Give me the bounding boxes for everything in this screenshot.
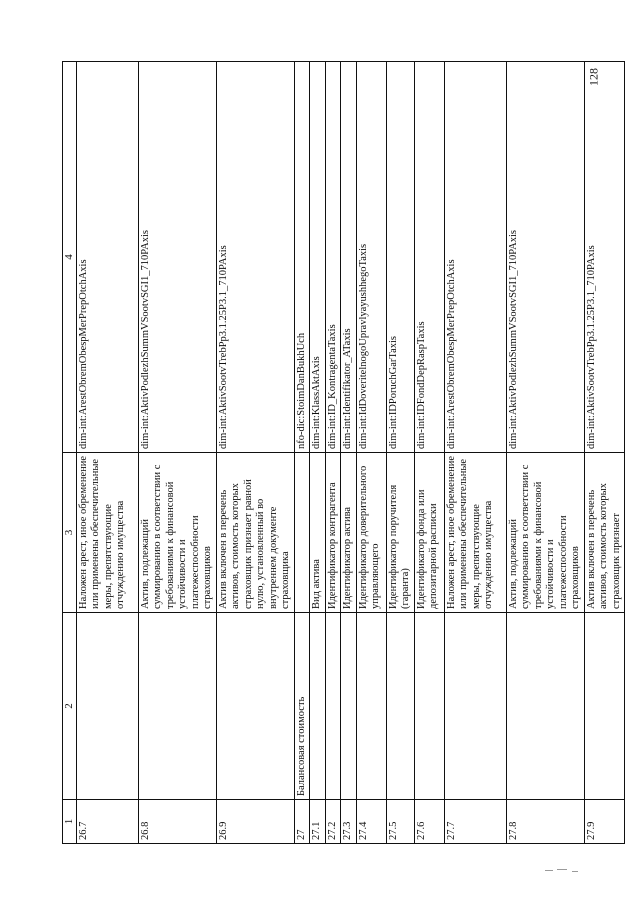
row-description: Актив, подлежащий суммированию в соответствии с требованиями к финансовой устойчивости и платежеспособности страховщиков bbox=[138, 453, 216, 613]
header-cell-4: 4 bbox=[63, 62, 77, 453]
row-description: Актив включен в перечень активов, стоимость которых страховщик признает равной нулю, установленный во внутреннем документе страховщика bbox=[216, 453, 294, 613]
table-row bbox=[341, 62, 357, 844]
row-code: dim-int:IDPoruchGarTaxis bbox=[386, 62, 414, 453]
row-description: Идентификатор фонда или депозитарной расписки bbox=[414, 453, 444, 613]
row-description: Наложен арест, иное обременение или применены обеспечительные меры, препятствующие отчуждению имущества bbox=[76, 453, 138, 613]
table-row bbox=[356, 62, 386, 844]
header-cell-3: 3 bbox=[63, 453, 77, 613]
row-label bbox=[506, 613, 584, 800]
row-number: 27.7 bbox=[444, 800, 506, 844]
row-label bbox=[356, 613, 386, 800]
row-code: dim-int:AktivSootvTrebPp3.1.25P3.1_710PAxis bbox=[216, 62, 294, 453]
row-code: dim-int:ArestObremObespMerPrepOtchAxis bbox=[444, 62, 506, 453]
row-number: 27.1 bbox=[310, 800, 326, 844]
row-description: Идентификатор поручителя (гаранта) bbox=[386, 453, 414, 613]
row-label bbox=[386, 613, 414, 800]
row-number: 26.8 bbox=[138, 800, 216, 844]
row-number: 27.3 bbox=[341, 800, 357, 844]
data-table bbox=[62, 61, 625, 844]
row-description: Актив включен в перечень активов, стоимость которых страховщик признает bbox=[584, 453, 625, 613]
row-label bbox=[444, 613, 506, 800]
row-label bbox=[341, 613, 357, 800]
row-label bbox=[584, 613, 625, 800]
table-row bbox=[325, 62, 341, 844]
row-description: Наложен арест, иное обременение или применены обеспечительные меры, препятствующие отчуждению имущества bbox=[444, 453, 506, 613]
row-code: nfo-dic:StoimDanBukhUch bbox=[294, 62, 310, 453]
row-number: 27.4 bbox=[356, 800, 386, 844]
row-number: 27 bbox=[294, 800, 310, 844]
table-row bbox=[310, 62, 326, 844]
row-description: Вид актива bbox=[310, 453, 326, 613]
table-header-row bbox=[63, 62, 77, 844]
table-row bbox=[414, 62, 444, 844]
row-number: 27.6 bbox=[414, 800, 444, 844]
table-row bbox=[386, 62, 414, 844]
row-description: Идентификатор контрагента bbox=[325, 453, 341, 613]
table-row bbox=[294, 62, 310, 844]
table-row bbox=[444, 62, 506, 844]
row-label bbox=[138, 613, 216, 800]
row-code: dim-int:AktivPodlezhSummVSootvSGI1_710PAxis bbox=[506, 62, 584, 453]
header-cell-2: 2 bbox=[63, 613, 77, 800]
row-code: dim-int:IDFondDepRaspTaxis bbox=[414, 62, 444, 453]
row-number: 26.9 bbox=[216, 800, 294, 844]
row-number: 27.8 bbox=[506, 800, 584, 844]
row-description bbox=[294, 453, 310, 613]
row-code: dim-int:AktivPodlezhSummVSootvSGI1_710PAxis bbox=[138, 62, 216, 453]
row-description: Идентификатор доверительного управляющего bbox=[356, 453, 386, 613]
row-description: Идентификатор актива bbox=[341, 453, 357, 613]
scan-artifact bbox=[545, 868, 585, 876]
row-label bbox=[216, 613, 294, 800]
row-code: dim-int:Identifikator_ATaxis bbox=[341, 62, 357, 453]
row-label bbox=[76, 613, 138, 800]
row-label bbox=[325, 613, 341, 800]
row-label: Балансовая стоимость bbox=[294, 613, 310, 800]
row-description: Актив, подлежащий суммированию в соответствии с требованиями к финансовой устойчивости и платежеспособности страховщиков bbox=[506, 453, 584, 613]
table-row bbox=[216, 62, 294, 844]
table-row bbox=[76, 62, 138, 844]
table-row bbox=[138, 62, 216, 844]
row-label bbox=[414, 613, 444, 800]
row-label bbox=[310, 613, 326, 800]
row-number: 26.7 bbox=[76, 800, 138, 844]
table-row bbox=[584, 62, 625, 844]
row-code: dim-int:IdDoveritelnogoUpravlyayushhegoTaxis bbox=[356, 62, 386, 453]
page-number-text: 128 bbox=[586, 68, 601, 86]
header-cell-1: 1 bbox=[63, 800, 77, 844]
row-number: 27.9 bbox=[584, 800, 625, 844]
row-code: dim-int:ID_KontragentaTaxis bbox=[325, 62, 341, 453]
row-code: dim-int:AktivSootvTrebPp3.1.25P3.1_710PAxis bbox=[584, 62, 625, 453]
row-code: dim-int:KlassAktAxis bbox=[310, 62, 326, 453]
row-number: 27.5 bbox=[386, 800, 414, 844]
table-row bbox=[506, 62, 584, 844]
row-number: 27.2 bbox=[325, 800, 341, 844]
row-code: dim-int:ArestObremObespMerPrepOtchAxis bbox=[76, 62, 138, 453]
